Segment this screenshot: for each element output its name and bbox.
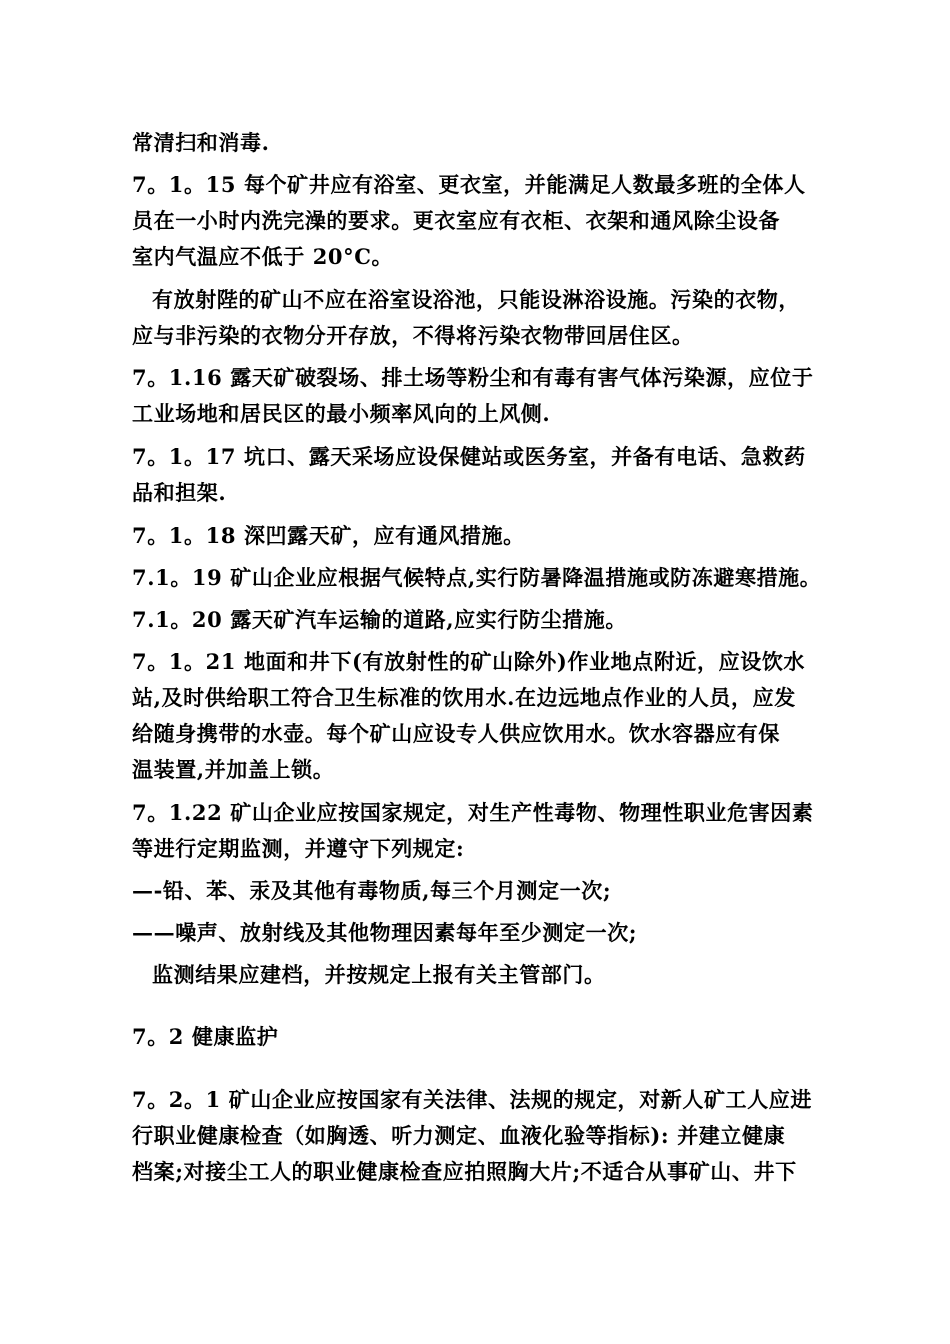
clause-7-1-20: 7.1。20 露天矿汽车运输的道路,应实行防尘措施。 <box>132 607 627 632</box>
text-line: 应与非污染的衣物分开存放，不得将污染衣物带回居住区。 <box>132 323 694 348</box>
clause-7-1-15: 7。1。15 每个矿井应有浴室、更衣室，并能满足人数最多班的全体人 <box>132 172 806 197</box>
clause-7-1-22: 7。1.22 矿山企业应按国家规定，对生产性毒物、物理性职业危害因素 <box>132 800 814 825</box>
section-heading-7-2: 7。2 健康监护 <box>132 1024 279 1049</box>
list-item: ——噪声、放射线及其他物理因素每年至少测定一次; <box>132 920 638 945</box>
text-line: 温装置,并加盖上锁。 <box>132 757 335 782</box>
text-line: 监测结果应建档，并按规定上报有关主管部门。 <box>152 962 606 987</box>
clause-7-1-16: 7。1.16 露天矿破裂场、排土场等粉尘和有毒有害气体污染源，应位于 <box>132 365 814 390</box>
text-line: 站,及时供给职工符合卫生标准的饮用水.在边远地点作业的人员，应发 <box>132 685 796 710</box>
clause-7-1-17: 7。1。17 坑口、露天采场应设保健站或医务室，并备有电话、急救药 <box>132 444 806 469</box>
text-line: 有放射陛的矿山不应在浴室设浴池，只能设淋浴设施。污染的衣物， <box>152 287 800 312</box>
text-line: 等进行定期监测，并遵守下列规定: <box>132 836 465 861</box>
text-line: 员在一小时内洗完澡的要求。更衣室应有衣柜、衣架和通风除尘设备 <box>132 208 780 233</box>
clause-7-2-1: 7。2。1 矿山企业应按国家有关法律、法规的规定，对新人矿工人应进 <box>132 1087 812 1112</box>
text-line: 行职业健康检查（如胸透、听力测定、血液化验等指标): 并建立健康 <box>132 1123 786 1148</box>
text-line: 常清扫和消毒. <box>132 130 270 155</box>
text-line: 档案;对接尘工人的职业健康检查应拍照胸大片;不适合从事矿山、井下 <box>132 1159 797 1184</box>
text-line: 给随身携带的水壶。每个矿山应设专人供应饮用水。饮水容器应有保 <box>132 721 780 746</box>
clause-7-1-18: 7。1。18 深凹露天矿，应有通风措施。 <box>132 523 525 548</box>
list-item: —-铅、苯、汞及其他有毒物质,每三个月测定一次; <box>132 878 612 903</box>
text-line: 品和担架. <box>132 480 227 505</box>
clause-7-1-19: 7.1。19 矿山企业应根据气候特点,实行防暑降温措施或防冻避寒措施。 <box>132 565 822 590</box>
text-line: 室内气温应不低于 20°C。 <box>132 244 394 269</box>
text-line: 工业场地和居民区的最小频率风向的上风侧. <box>132 401 551 426</box>
clause-7-1-21: 7。1。21 地面和井下(有放射性的矿山除外)作业地点附近，应设饮水 <box>132 649 806 674</box>
